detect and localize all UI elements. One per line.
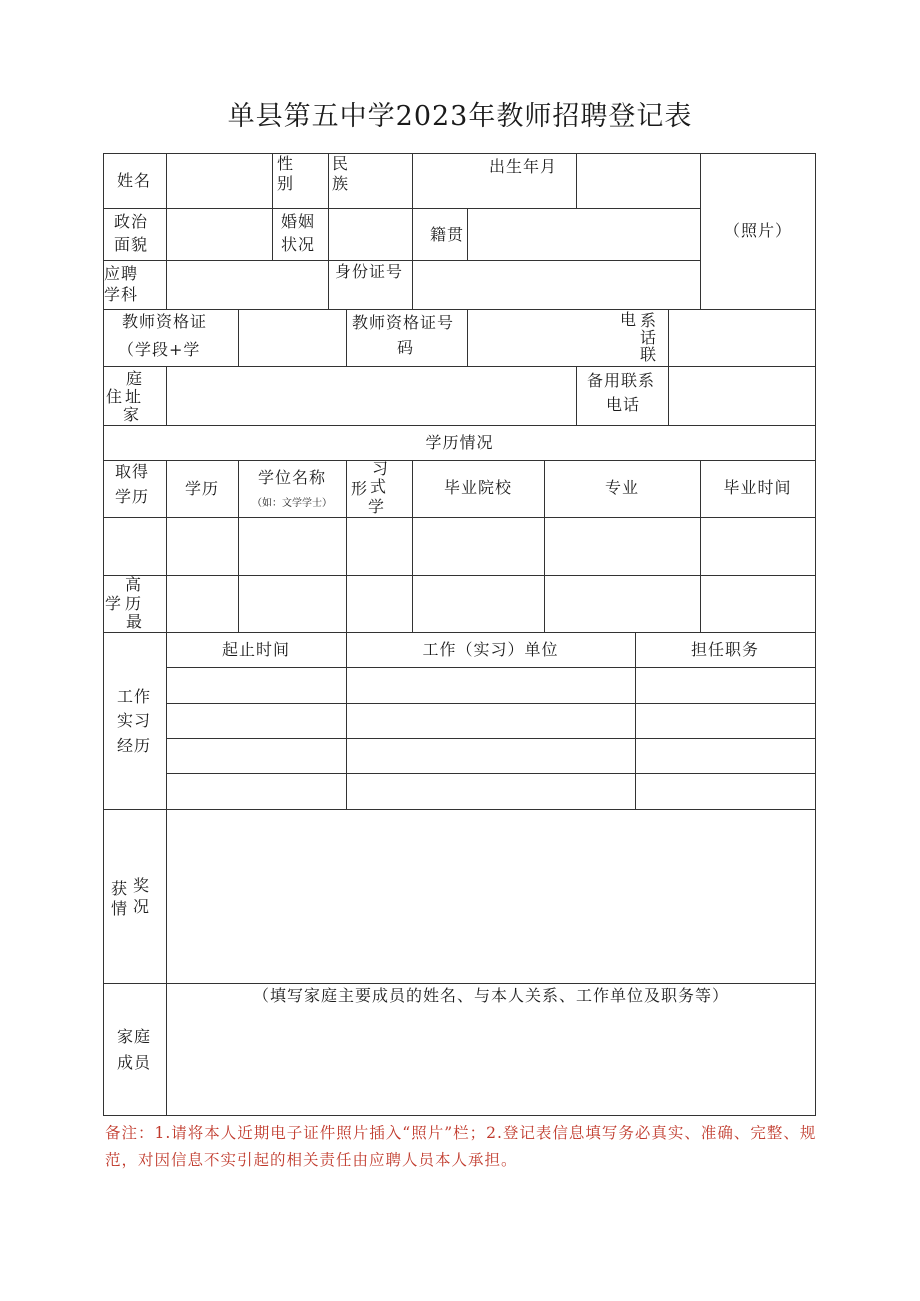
label-work-3: 经历 bbox=[117, 736, 152, 755]
label-work-1: 工作 bbox=[117, 687, 152, 706]
label-teacher-cert-2: （学段+学 bbox=[118, 340, 201, 359]
label-awards-4: 况 bbox=[133, 897, 151, 916]
col-obtain-1: 取得 bbox=[115, 462, 150, 481]
label-family-2: 成员 bbox=[117, 1053, 152, 1072]
label-address-2: 庭 bbox=[126, 369, 144, 388]
remarks-note: 备注：1.请将本人近期电子证件照片插入“照片”栏；2.登记表信息填写务必真实、准确、完整、规范，对因信息不实引起的相关责任由应聘人员本人承担。 bbox=[105, 1124, 817, 1169]
col-study-mode-4: 式 bbox=[370, 477, 388, 496]
page-title: 单县第五中学2023年教师招聘登记表 bbox=[227, 101, 693, 132]
education-heading: 学历情况 bbox=[425, 433, 494, 452]
label-highest-2: 高 bbox=[125, 575, 143, 594]
label-phone-4: 话 bbox=[640, 328, 658, 347]
col-period: 起止时间 bbox=[221, 640, 290, 659]
label-family-1: 家庭 bbox=[117, 1027, 152, 1046]
label-teacher-cert-1: 教师资格证 bbox=[122, 312, 208, 331]
col-graduation-time: 毕业时间 bbox=[723, 478, 792, 497]
label-subject-2: 学科 bbox=[104, 285, 139, 304]
label-marital-1: 婚姻 bbox=[281, 212, 316, 231]
label-backup-phone-2: 电话 bbox=[606, 395, 641, 414]
label-political-1: 政治 bbox=[114, 212, 149, 231]
label-ethnic-2: 族 bbox=[332, 174, 350, 193]
col-study-mode-1: 学 bbox=[368, 497, 386, 516]
label-birth-date: 出生年月 bbox=[489, 157, 558, 176]
label-gender-2: 别 bbox=[277, 174, 295, 193]
label-phone-2: 系 bbox=[640, 311, 658, 330]
label-phone-3: 电 bbox=[620, 310, 638, 329]
label-id-card: 身份证号 bbox=[335, 262, 404, 281]
label-highest-1: 最 bbox=[126, 612, 144, 631]
col-work-unit: 工作（实习）单位 bbox=[422, 640, 559, 659]
label-phone-1: 联 bbox=[640, 345, 658, 364]
col-position: 担任职务 bbox=[690, 640, 759, 659]
label-ethnic-1: 民 bbox=[332, 154, 350, 173]
label-native-place: 籍贯 bbox=[430, 225, 465, 244]
photo-placeholder[interactable]: （照片） bbox=[723, 221, 792, 240]
label-address-3: 住 bbox=[106, 387, 124, 406]
family-hint: （填写家庭主要成员的姓名、与本人关系、工作单位及职务等） bbox=[252, 986, 729, 1005]
label-name: 姓名 bbox=[117, 171, 152, 190]
label-political-2: 面貌 bbox=[114, 235, 149, 254]
label-work-2: 实习 bbox=[117, 711, 152, 730]
registration-form bbox=[103, 153, 816, 1116]
col-degree-hint: （如：文学学士） bbox=[252, 498, 332, 509]
label-awards-1: 获 bbox=[111, 879, 129, 898]
col-study-mode-3: 形 bbox=[351, 479, 369, 498]
label-backup-phone-1: 备用联系 bbox=[587, 371, 656, 390]
label-address-4: 址 bbox=[125, 387, 143, 406]
col-obtain-2: 学历 bbox=[115, 487, 150, 506]
label-cert-number-2: 码 bbox=[397, 338, 415, 357]
label-cert-number-1: 教师资格证号 bbox=[352, 313, 455, 332]
label-highest-3: 学 bbox=[105, 594, 123, 613]
label-address-1: 家 bbox=[123, 405, 141, 424]
col-major: 专业 bbox=[604, 478, 639, 497]
label-awards-3: 情 bbox=[111, 899, 129, 918]
label-highest-4: 历 bbox=[125, 594, 143, 613]
label-gender-1: 性 bbox=[277, 154, 295, 173]
col-degree-name: 学位名称 bbox=[257, 468, 326, 487]
label-marital-2: 状况 bbox=[281, 235, 316, 254]
label-subject-1: 应聘 bbox=[104, 264, 139, 283]
col-study-mode-2: 习 bbox=[372, 459, 390, 478]
label-awards-2: 奖 bbox=[133, 876, 151, 895]
col-graduate-school: 毕业院校 bbox=[443, 478, 512, 497]
col-degree-level: 学历 bbox=[184, 479, 219, 498]
